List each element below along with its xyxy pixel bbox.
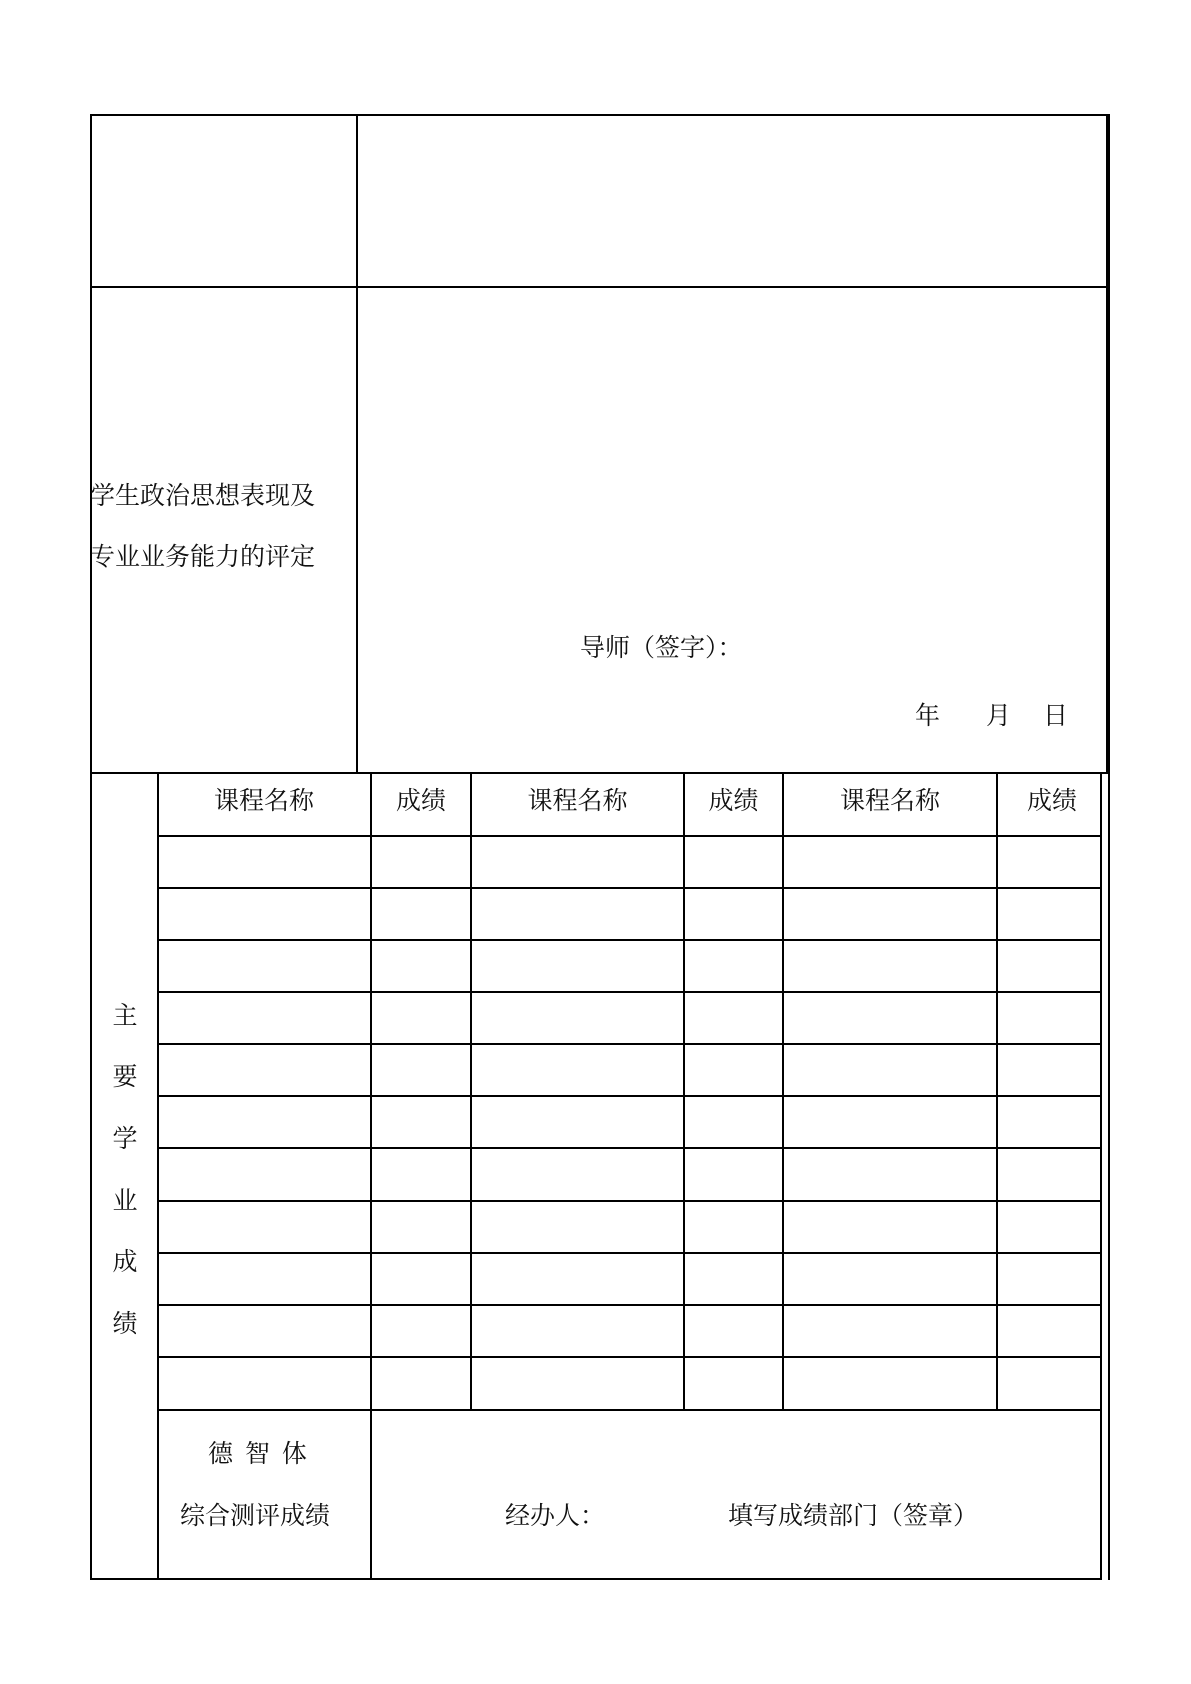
grades-side-divider: [157, 773, 159, 1579]
grades-row-line: [157, 1200, 1102, 1202]
composite-label-line1: 德 智 体: [208, 1439, 309, 1468]
date-month: 月: [986, 701, 1012, 730]
grades-header-course-1: 课程名称: [213, 786, 314, 815]
blank-section-bottom: [90, 286, 1106, 288]
grades-header-score-1: 成绩: [395, 786, 446, 815]
side-label-char: 学: [112, 1124, 138, 1153]
form-right-border-lower: [1100, 774, 1102, 1580]
side-label-char: 绩: [112, 1309, 138, 1338]
side-label-char: 成: [112, 1247, 138, 1276]
date-day: 日: [1043, 701, 1069, 730]
grades-col-divider-4: [782, 773, 784, 1411]
grades-header-score-3: 成绩: [1026, 786, 1077, 815]
form-left-border: [90, 114, 92, 1580]
grades-col-divider-3: [683, 773, 685, 1411]
grades-row-line: [157, 835, 1102, 837]
date-year: 年: [915, 701, 941, 730]
evaluation-label-line2: 专业业务能力的评定: [90, 542, 316, 571]
grades-col-divider-5: [996, 773, 998, 1411]
side-label-char: 主: [112, 1001, 138, 1030]
grades-row-line: [157, 1252, 1102, 1254]
evaluation-label-line1: 学生政治思想表现及: [90, 481, 316, 510]
grades-row-line: [157, 1356, 1102, 1358]
grades-row-line: [157, 1095, 1102, 1097]
grades-row-line: [157, 939, 1102, 941]
grades-row-line: [157, 1043, 1102, 1045]
side-label-char: 业: [112, 1186, 138, 1215]
grades-row-line: [157, 991, 1102, 993]
composite-divider: [370, 1409, 372, 1579]
grades-header-score-2: 成绩: [708, 786, 759, 815]
grades-row-line: [157, 887, 1102, 889]
side-label-char: 要: [112, 1062, 138, 1091]
grades-col-divider-1: [370, 773, 372, 1411]
form-bottom-border: [90, 1578, 1102, 1580]
composite-label-line2: 综合测评成绩: [180, 1501, 331, 1530]
grades-header-course-2: 课程名称: [527, 786, 628, 815]
grades-header-course-3: 课程名称: [839, 786, 940, 815]
form-top-border: [90, 114, 1108, 116]
advisor-signature-label: 导师（签字）：: [580, 633, 743, 662]
grades-row-line: [157, 1147, 1102, 1149]
grades-col-divider-2: [470, 773, 472, 1411]
department-seal-label: 填写成绩部门（签章）: [728, 1501, 979, 1530]
form-right-edge: [1108, 114, 1110, 1580]
grades-row-line: [157, 1304, 1102, 1306]
handler-label: 经办人：: [505, 1501, 606, 1530]
upper-label-divider: [356, 114, 358, 774]
evaluation-section-bottom: [90, 772, 1108, 774]
grades-row-line: [157, 1409, 1102, 1411]
